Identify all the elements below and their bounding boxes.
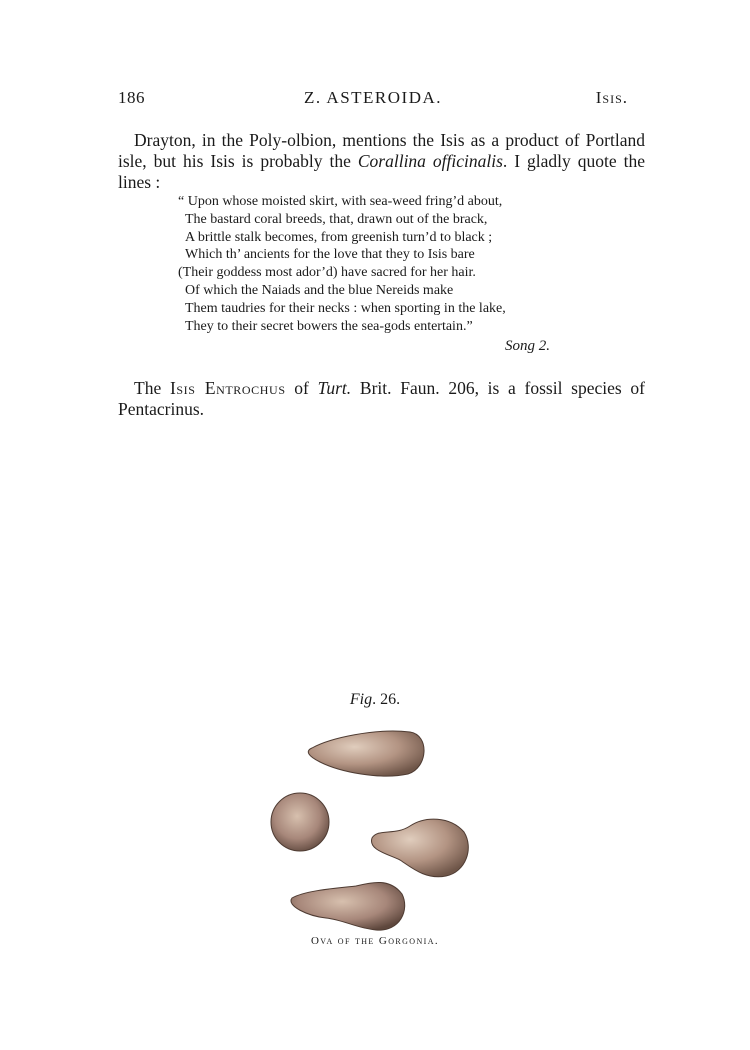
poem-line: (Their goddess most ador’d) have sacred for her hair.: [178, 265, 476, 281]
page-number: 186: [118, 88, 145, 107]
paragraph-text: The: [134, 378, 170, 398]
author-abbrev: Turt.: [317, 378, 352, 398]
poem-line: The bastard coral breeds, that, drawn out of the brack,: [185, 211, 488, 227]
ovum-pear: [371, 819, 468, 877]
taxon-name: Isis Entrochus: [169, 378, 286, 398]
ovum-round: [271, 793, 329, 851]
poem-line: Them taudries for their necks : when sporting in the lake,: [185, 300, 506, 316]
figure-label: Fig: [349, 691, 373, 708]
poem-line: Of which the Naiads and the blue Nereids make: [185, 282, 454, 298]
species-name: Corallina officinalis: [357, 151, 503, 171]
paragraph-text: . I gladly quote the lines :: [118, 151, 646, 192]
paragraph-text: Drayton, in the Poly-olbion, mentions the Isis as a product of Portland isle, but his Isis is probably the: [118, 130, 645, 171]
poem-quote: [178, 193, 506, 335]
running-section-title: Isis.: [595, 88, 628, 107]
poem-line: They to their secret bowers the sea-gods entertain.”: [185, 318, 473, 334]
paragraph-drayton: [118, 130, 645, 193]
paragraph-text: of: [285, 378, 318, 398]
ova-illustration: [260, 720, 480, 940]
running-title: Z. ASTEROIDA.: [303, 88, 443, 107]
ovum-elongated: [308, 731, 424, 776]
figure-title: [0, 691, 750, 709]
page-header: [118, 88, 628, 114]
poem-source: Song 2.: [505, 338, 550, 354]
paragraph-text: Brit. Faun. 206, is a fossil species of Pentacrinus.: [118, 378, 646, 419]
paragraph-isis-entrochus: [118, 378, 645, 420]
poem-line: “ Upon whose moisted skirt, with sea-weed fring’d about,: [178, 194, 503, 209]
poem-line: Which th’ ancients for the love that they to Isis bare: [185, 247, 475, 263]
figure-caption: Ova of the Gorgonia.: [310, 935, 440, 947]
figure-number: . 26.: [372, 691, 401, 708]
ovum-tapered: [291, 882, 405, 930]
poem-line: A brittle stalk becomes, from greenish turn’d to black ;: [185, 229, 493, 245]
